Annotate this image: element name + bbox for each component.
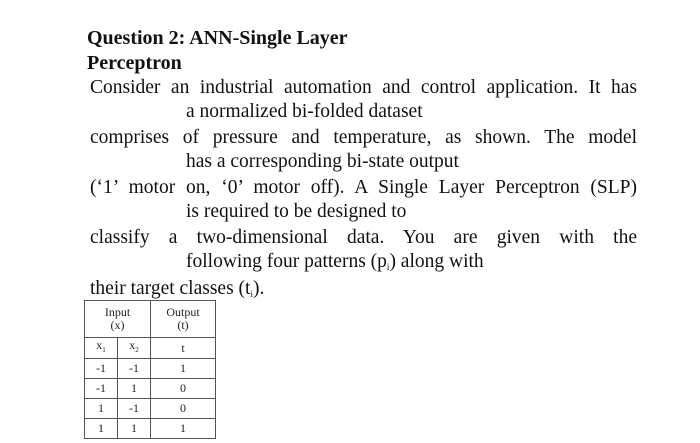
- cell-t: 0: [151, 399, 216, 419]
- cell-x2: 1: [118, 379, 151, 399]
- output-header: Output (t): [151, 301, 216, 338]
- table-row: [85, 399, 216, 419]
- paragraph-line-9: their target classes $(t_i)$.: [90, 278, 265, 299]
- paragraph-line-5: (‘1’ motor on, ‘0’ motor off). A Single Layer Perceptron (SLP): [90, 177, 637, 198]
- paragraph-line-8: following four patterns $(p_i)$ along with: [186, 251, 484, 272]
- cell-t: 0: [151, 379, 216, 399]
- cell-x2: 1: [118, 419, 151, 439]
- patterns-table: [84, 300, 216, 439]
- table-row: [85, 359, 216, 379]
- table-row: [85, 419, 216, 439]
- paragraph-line-7: classify a two-dimensional data. You are given with the: [90, 227, 637, 248]
- cell-x1: -1: [85, 379, 118, 399]
- paragraph-line-2: a normalized bi-folded dataset: [186, 101, 423, 122]
- col-t-header: t: [151, 338, 216, 359]
- cell-t: 1: [151, 419, 216, 439]
- table-row: [85, 379, 216, 399]
- question-title-cont: Perceptron: [87, 52, 182, 74]
- cell-x1: -1: [85, 359, 118, 379]
- cell-t: 1: [151, 359, 216, 379]
- input-header: Input (x): [85, 301, 151, 338]
- cell-x2: -1: [118, 359, 151, 379]
- paragraph-line-3: comprises of pressure and temperature, as shown. The model: [90, 127, 637, 148]
- paragraph-line-1: Consider an industrial automation and control application. It has: [90, 77, 637, 98]
- cell-x1: 1: [85, 399, 118, 419]
- paragraph-line-6: is required to be designed to: [186, 201, 407, 222]
- question-title: Question 2: ANN-Single Layer: [87, 27, 348, 49]
- cell-x2: -1: [118, 399, 151, 419]
- paragraph-line-4: has a corresponding bi-state output: [186, 151, 459, 172]
- col-x1-header: $x_1$: [85, 338, 118, 359]
- cell-x1: 1: [85, 419, 118, 439]
- col-x2-header: $x_2$: [118, 338, 151, 359]
